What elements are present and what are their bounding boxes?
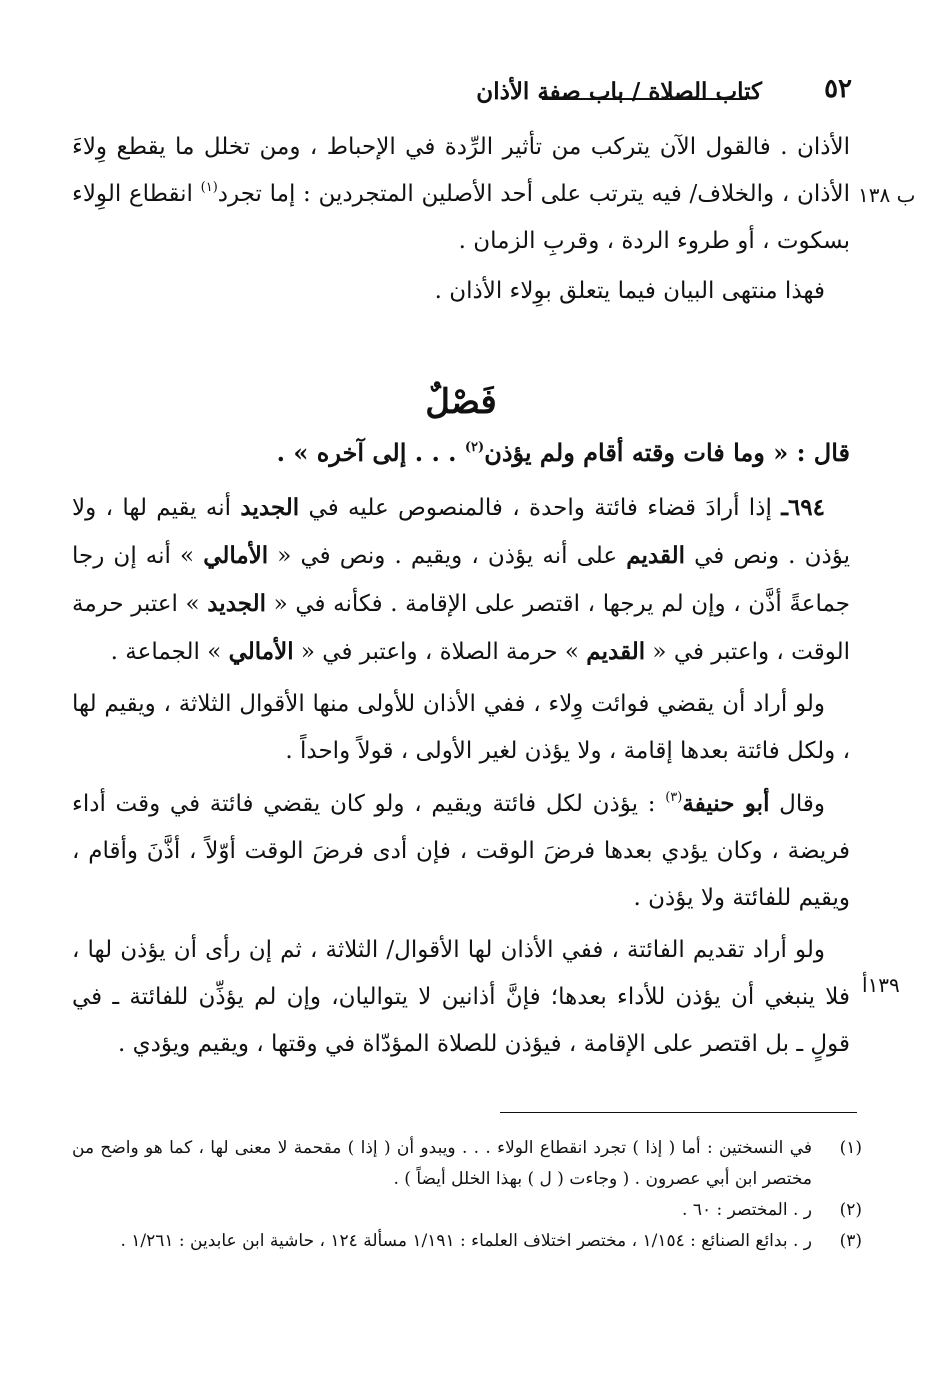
quoted-text — [72, 429, 850, 476]
paragraph: ولو أراد تقديم الفائتة ، ففي الأذان لها الأقوال/ الثلاثة ، ثم إن رأى أن يؤذن لها ، فلا ينبغي أن يؤذن للأداء بعدها؛ فإنَّ أذانين لا يتواليان، وإن لم يؤذِّن للفائتة ـ في قولٍ ـ بل اقتصر على الإقامة ، فيؤذن للصلاة المؤدّاة في وقتها ، ويقيم ويؤدي . — [72, 937, 850, 1057]
text-line: الأذان . فالقول الآن يتركب من تأثير الرِّدة في الإحباط ، ومن تخلل ما يقطع وِلاءَ — [72, 134, 850, 160]
footnote-number: (١) — [839, 1138, 862, 1158]
footnote-number: (٣) — [839, 1231, 862, 1251]
section-heading: فَصْلٌ — [425, 382, 497, 422]
text-line: الوِلاء بسكوت ، أو طروء الردة ، وقربِ الزمان . — [72, 181, 850, 254]
term: القديم — [626, 542, 686, 569]
term: الأمالي — [228, 638, 294, 665]
term: الجديد — [240, 494, 300, 521]
footnote-separator — [500, 1112, 857, 1113]
term: الأمالي — [203, 542, 269, 569]
paragraph — [72, 124, 850, 265]
footnote-text: في النسختين : أما ( إذا ) تجرد انقطاع الولاء . . . ويبدو أن ( إذا ) مقحمة لا معنى لها ، كما هو واضح من مختصر ابن أبي عصرون . ( وجاءت ( ل ) بهذا الخلل أيضاً ) . — [72, 1138, 812, 1189]
footnotes — [72, 1133, 862, 1257]
paragraph-number: ٦٩٤ـ — [781, 494, 825, 521]
scholar-name: أبو حنيفة — [682, 790, 770, 817]
footnote-marker: (٢) — [464, 440, 485, 455]
footnote-marker: (٣) — [665, 790, 683, 805]
footnote — [72, 1133, 862, 1195]
text-line: الأذان ، والخلاف/ فيه يترتب على أحد الأصلين المتجردين : إما تجرد — [217, 181, 850, 207]
page-number: ٥٢ — [824, 74, 852, 104]
running-title: كتاب الصلاة / باب صفة الأذان — [476, 78, 762, 105]
paragraph: وقال أبو حنيفة$^{(٣)}$ : يؤذن لكل فائتة ويقيم ، ولو كان يقضي فائتة في وقت أداء فريضة ، وكان يؤدي بعدها فرضَ الوقت ، فإن أدى فرضَ الوقت أوّلاً ، أذَّنَ وأقام ، ويقيم للفائتة ولا يؤذن . — [72, 790, 850, 911]
paragraph: فهذا منتهى البيان فيما يتعلق بوِلاء الأذان . — [434, 278, 825, 304]
paragraph: ولو أراد أن يقضي فوائت وِلاء ، ففي الأذان للأولى منها الأقوال الثلاثة ، ويقيم لها ، ولكل فائتة بعدها إقامة ، ولا يؤذن لغير الأولى ، قولاً واحداً . — [72, 691, 850, 764]
term: الجديد — [207, 590, 267, 617]
footnote-marker: (١) — [200, 180, 218, 195]
quote-text: . . . إلى آخره » . — [276, 438, 457, 467]
paragraph-694: ٦٩٤ـ إذا أرادَ قضاء فائتة واحدة ، فالمنصوص عليه في الجديد أنه يقيم لها ، ولا يؤذن . ونص في القديم على أنه يؤذن ، ويقيم . ونص في « الأمالي » أنه إن رجا جماعةً أذَّن ، وإن لم يرجها ، اقتصر على الإقامة . فكأنه في « الجديد » اعتبر حرمة الوقت ، واعتبر في « القديم » حرمة الصلاة ، واعتبر في « الأمالي » الجماعة . — [72, 494, 851, 665]
footnote-number: (٢) — [839, 1200, 862, 1220]
quote-text: قال : « وما فات وقته أقام ولم يؤذن — [484, 438, 850, 467]
text-line: انقطاع — [128, 181, 201, 207]
margin-folio-note: ١٣٩أ — [862, 973, 900, 997]
margin-folio-note: ب ١٣٨ — [858, 183, 916, 207]
main-text — [72, 124, 850, 1068]
footnote-text: ر . بدائع الصنائع : ١/١٥٤ ، مختصر اختلاف العلماء : ١/١٩١ مسألة ١٢٤ ، حاشية ابن عابدين : ١/٢٦١ . — [120, 1231, 812, 1251]
footnote-text: ر . المختصر : ٦٠ . — [682, 1200, 812, 1220]
term: القديم — [586, 638, 646, 665]
footnote — [72, 1195, 862, 1226]
footnote — [72, 1226, 862, 1257]
running-header — [72, 74, 852, 118]
